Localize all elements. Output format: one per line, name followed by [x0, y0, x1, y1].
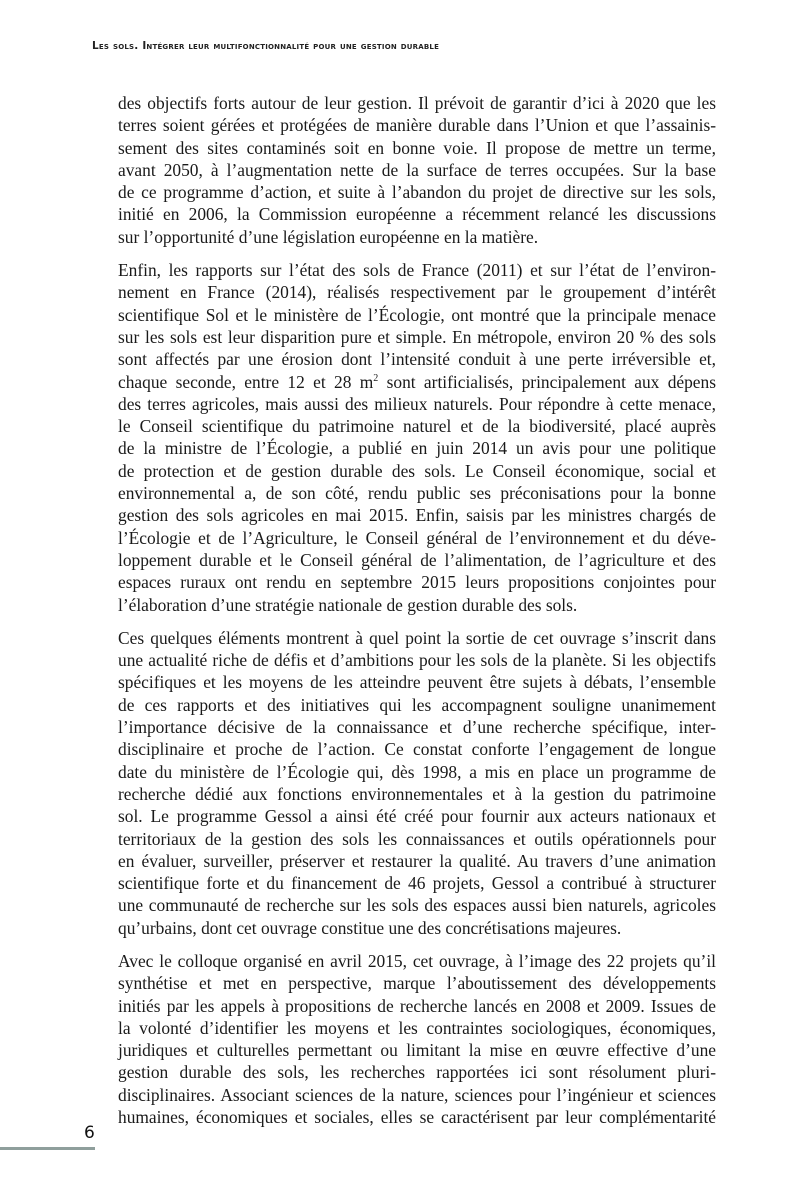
text-line: l’importance décisive de la connaissance et d’une recherche spécifique, inter-: [118, 717, 716, 738]
body-text: [118, 92, 716, 1139]
text-line: de ces rapports et des initiatives qui les accompagnent souligne unanimement: [118, 694, 716, 715]
text-line: synthétise et met en perspective, marque l’aboutissement des développements: [118, 973, 716, 994]
text-line: disciplinaire et proche de l’action. Ce constat conforte l’engagement de longue: [118, 739, 716, 760]
text-line: recherche dédié aux fonctions environnementales et à la gestion du patrimoine: [118, 783, 716, 804]
text-line: juridiques et culturelles permettant ou limitant la mise en œuvre effective d’une: [118, 1040, 716, 1061]
text-line: loppement durable et le Conseil général de l’alimentation, de l’agriculture et des: [118, 549, 716, 570]
text-line: une communauté de recherche sur les sols des espaces aussi bien naturels, agricoles: [118, 895, 716, 916]
text-line: de ce programme d’action, et suite à l’abandon du projet de directive sur les sols,: [118, 182, 716, 203]
text-line: sont affectés par une érosion dont l’intensité conduit à une perte irréversible et,: [118, 349, 716, 370]
text-line: initié en 2006, la Commission européenne a récemment relancé les discussions: [118, 204, 716, 225]
paragraph: [118, 950, 716, 1128]
text-line: de protection et de gestion durable des sols. Le Conseil économique, social et: [118, 460, 716, 481]
text-line: gestion durable des sols, les recherches rapportées ici sont résolument pluri-: [118, 1062, 716, 1083]
text-line: territoriaux de la gestion des sols les connaissances et outils opérationnels pour: [118, 828, 716, 849]
text-line: sement des sites contaminés soit en bonne voie. Il propose de mettre un terme,: [118, 137, 716, 158]
text-line: le Conseil scientifique du patrimoine naturel et de la biodiversité, placé auprès: [118, 416, 716, 437]
text-line: des terres agricoles, mais aussi des milieux naturels. Pour répondre à cette menace,: [118, 393, 716, 414]
text-line: Enfin, les rapports sur l’état des sols de France (2011) et sur l’état de l’environ-: [118, 260, 716, 281]
running-header: [92, 40, 712, 52]
text-line: de la ministre de l’Écologie, a publié en juin 2014 un avis pour une politique: [118, 438, 716, 459]
page-number: 6: [84, 1123, 95, 1143]
text-line: l’Écologie et de l’Agriculture, le Conseil général de l’environnement et du déve-: [118, 527, 716, 548]
paragraph: [118, 92, 716, 248]
superscript: 2: [373, 372, 379, 384]
text-line: espaces ruraux ont rendu en septembre 2015 leurs propositions conjointes pour: [118, 572, 716, 593]
text-line: sol. Le programme Gessol a ainsi été créé pour fournir aux acteurs nationaux et: [118, 806, 716, 827]
text-line: qu’urbains, dont cet ouvrage constitue une des concrétisations majeures.: [118, 917, 622, 938]
text-line: disciplinaires. Associant sciences de la nature, sciences pour l’ingénieur et sciences: [118, 1084, 716, 1105]
text-line: la volonté d’identifier les moyens et les contraintes sociologiques, économiques,: [118, 1017, 716, 1038]
text-line: en évaluer, surveiller, préserver et restaurer la qualité. Au travers d’une animation: [118, 850, 716, 871]
running-header-book-title: Les sols: [92, 40, 135, 52]
text-line: initiés par les appels à propositions de recherche lancés en 2008 et 2009. Issues de: [118, 995, 716, 1016]
text-segment: sont artificialisés, principalement aux dépens: [378, 371, 716, 392]
text-line-with-superscript: [118, 371, 716, 393]
text-line: terres soient gérées et protégées de manière durable dans l’Union et que l’assainis-: [118, 115, 716, 136]
text-line: sur les sols est leur disparition pure et simple. En métropole, environ 20 % des sols: [118, 326, 716, 347]
paragraph: [118, 259, 716, 616]
text-line: l’élaboration d’une stratégie nationale de gestion durable des sols.: [118, 594, 578, 615]
text-line: Ces quelques éléments montrent à quel point la sortie de cet ouvrage s’inscrit dans: [118, 627, 716, 648]
text-line: spécifiques et les moyens de les atteindre peuvent être sujets à débats, l’ensemble: [118, 672, 716, 693]
text-segment: chaque seconde, entre 12 et 28 m: [118, 371, 374, 392]
paragraph: [118, 627, 716, 939]
text-line: une actualité riche de défis et d’ambitions pour les sols de la planète. Si les objectifs: [118, 650, 716, 671]
text-line: gestion des sols agricoles en mai 2015. Enfin, saisis par les ministres chargés de: [118, 505, 716, 526]
text-line: sur l’opportunité d’une législation européenne en la matière.: [118, 226, 539, 247]
text-line: scientifique forte et du financement de 46 projets, Gessol a contribué à structurer: [118, 873, 716, 894]
running-header-separator: .: [134, 40, 143, 52]
text-line: Avec le colloque organisé en avril 2015, cet ouvrage, à l’image des 22 projets qu’il: [118, 950, 716, 971]
text-line: environnemental a, de son côté, rendu public ses préconisations pour la bonne: [118, 483, 716, 504]
text-line: scientifique Sol et le ministère de l’Écologie, ont montré que la principale menace: [118, 304, 716, 325]
text-line: nement en France (2014), réalisés respectivement par le groupement d’intérêt: [118, 282, 716, 303]
text-line: des objectifs forts autour de leur gestion. Il prévoit de garantir d’ici à 2020 que les: [118, 93, 716, 113]
text-line: date du ministère de l’Écologie qui, dès 1998, a mis en place un programme de: [118, 761, 716, 782]
page-number-rule: [0, 1147, 95, 1150]
text-line: avant 2050, à l’augmentation nette de la surface de terres occupées. Sur la base: [118, 159, 716, 180]
text-line: humaines, économiques et sociales, elles se caractérisent par leur complémentarité: [118, 1107, 716, 1128]
running-header-subtitle: Intégrer leur multifonctionnalité pour une gestion durable: [142, 40, 440, 52]
